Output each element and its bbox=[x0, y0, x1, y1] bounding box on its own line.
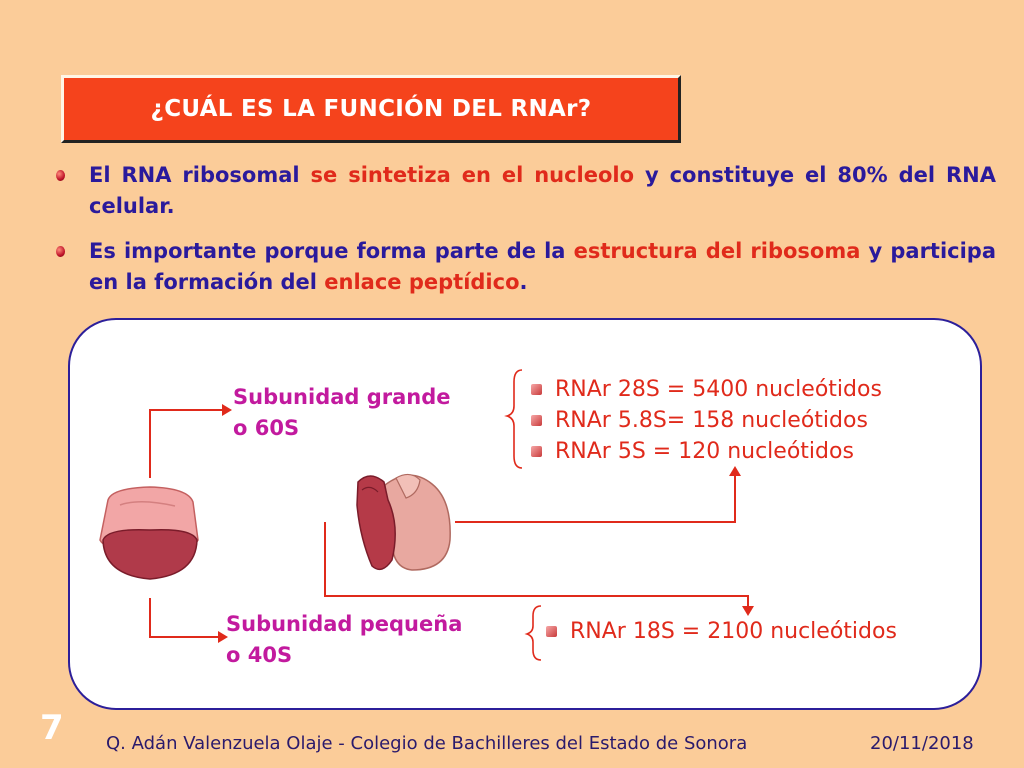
arrow-to-large-rna bbox=[455, 474, 735, 522]
large-subunit-rna-list bbox=[531, 374, 882, 467]
bullet-icon bbox=[531, 384, 542, 395]
footer-date: 20/11/2018 bbox=[870, 733, 974, 754]
bullet-text: . bbox=[519, 270, 528, 294]
bullet-text: y constituye el 80% del RNA celular. bbox=[89, 163, 996, 218]
brace-large bbox=[507, 370, 522, 468]
rna-text: RNAr 5S = 120 nucleótidos bbox=[555, 439, 854, 464]
bullet-icon bbox=[531, 446, 542, 457]
small-subunit-line1: Subunidad pequeña bbox=[226, 612, 463, 636]
bullet-icon bbox=[531, 415, 542, 426]
bullet-text: y participa en la formación del bbox=[89, 239, 997, 294]
rna-item bbox=[531, 436, 882, 467]
rna-text: RNAr 5.8S= 158 nucleótidos bbox=[555, 408, 868, 433]
large-subunit-label bbox=[233, 382, 451, 444]
bullet-highlight: enlace peptídico bbox=[324, 270, 520, 294]
small-subunit-rna-list bbox=[546, 616, 897, 647]
slide-number: 7 bbox=[40, 708, 64, 748]
footer-author: Q. Adán Valenzuela Olaje - Colegio de Bachilleres del Estado de Sonora bbox=[106, 733, 748, 754]
arrow-to-small-subunit bbox=[150, 598, 218, 637]
bullet-text: Es importante porque forma parte de la bbox=[89, 239, 574, 263]
rna-text: RNAr 28S = 5400 nucleótidos bbox=[555, 377, 882, 402]
brace-small bbox=[527, 606, 541, 660]
rna-text: RNAr 18S = 2100 nucleótidos bbox=[570, 619, 897, 644]
bullet-highlight: se sintetiza en el nucleolo bbox=[310, 163, 635, 187]
large-subunit-line1: Subunidad grande bbox=[233, 385, 451, 409]
rna-item bbox=[546, 616, 897, 647]
ribosome-image bbox=[100, 487, 198, 579]
large-subunit-line2: o 60S bbox=[233, 416, 300, 440]
bullet-icon bbox=[546, 626, 557, 637]
bullet-highlight: estructura del ribosoma bbox=[573, 239, 861, 263]
slide-title: ¿CUÁL ES LA FUNCIÓN DEL RNAr? bbox=[150, 96, 592, 122]
arrow-to-large-subunit bbox=[150, 410, 222, 478]
small-subunit-line2: o 40S bbox=[226, 643, 293, 667]
small-subunit-label bbox=[226, 609, 462, 671]
ribosome-subunits-image bbox=[357, 474, 450, 570]
rna-item bbox=[531, 405, 882, 436]
bullet-text: El RNA ribosomal bbox=[89, 163, 311, 187]
rna-item bbox=[531, 374, 882, 405]
